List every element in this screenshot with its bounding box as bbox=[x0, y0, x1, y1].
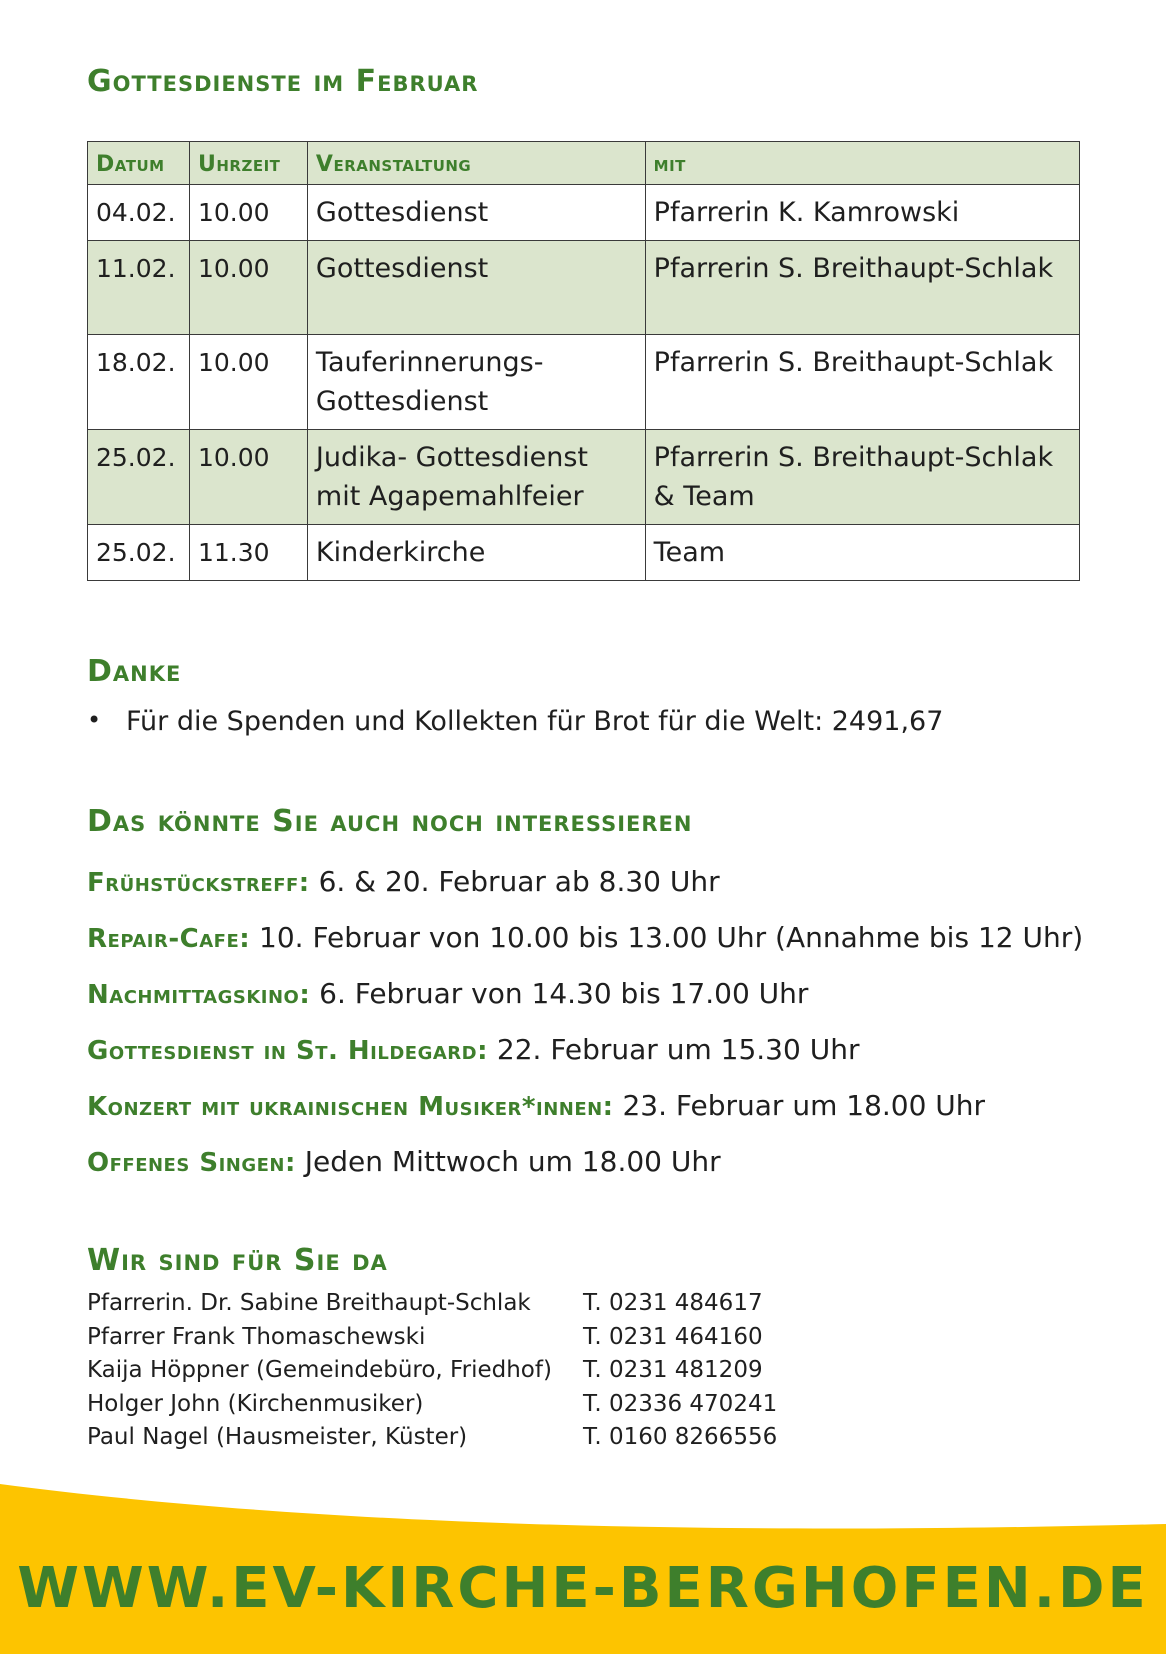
cell-event bbox=[307, 430, 645, 525]
contact-name: Pfarrerin. Dr. Sabine Breithaupt-Schlak bbox=[87, 1290, 531, 1316]
event-item bbox=[87, 918, 1087, 974]
column-header-time: Uhrzeit bbox=[189, 142, 307, 185]
event-label: Offenes Singen: bbox=[87, 1148, 296, 1178]
column-header-with: mit bbox=[645, 142, 1079, 185]
cell-with-line: Pfarrerin S. Breithaupt-Schlak bbox=[653, 347, 1054, 378]
cell-time: 10.00 bbox=[189, 335, 307, 430]
cell-event-line: Gottesdienst bbox=[315, 197, 489, 228]
cell-with-line: Pfarrerin S. Breithaupt-Schlak bbox=[653, 253, 1054, 284]
cell-time: 10.00 bbox=[189, 241, 307, 335]
contact-heading: Wir sind für Sie da bbox=[87, 1243, 388, 1278]
table-header-row bbox=[88, 142, 1080, 185]
cell-date: 25.02. bbox=[88, 525, 190, 581]
column-header-event: Veranstaltung bbox=[307, 142, 645, 185]
cell-with bbox=[645, 525, 1079, 581]
contact-name: Holger John (Kirchenmusiker) bbox=[87, 1390, 424, 1417]
event-label: Konzert mit ukrainischen Musiker*innen: bbox=[87, 1092, 614, 1122]
list-item bbox=[87, 706, 943, 737]
cell-time: 11.30 bbox=[189, 525, 307, 581]
table-row bbox=[88, 525, 1080, 581]
event-text: 23. Februar um 18.00 Uhr bbox=[613, 1089, 986, 1122]
events-list bbox=[87, 862, 1087, 1198]
contact-phone: T. 0160 8266556 bbox=[583, 1424, 778, 1450]
interest-heading: Das könnte Sie auch noch interessieren bbox=[87, 804, 693, 839]
cell-event bbox=[307, 525, 645, 581]
thanks-item-text: Für die Spenden und Kollekten für Brot für die Welt: 2491,67 bbox=[126, 706, 944, 737]
contact-phone: T. 0231 464160 bbox=[583, 1323, 763, 1350]
event-text: 6. & 20. Februar ab 8.30 Uhr bbox=[309, 865, 720, 898]
event-item bbox=[87, 1086, 1087, 1142]
contact-name: Paul Nagel (Hausmeister, Küster) bbox=[87, 1424, 468, 1450]
table-row bbox=[88, 185, 1080, 241]
cell-event-line: Tauferinnerungs- bbox=[315, 347, 544, 378]
cell-with-line: Pfarrerin S. Breithaupt-Schlak bbox=[653, 442, 1054, 473]
event-item bbox=[87, 1142, 1087, 1198]
event-label: Nachmittagskino: bbox=[87, 980, 311, 1010]
event-text: Jeden Mittwoch um 18.00 Uhr bbox=[295, 1145, 721, 1178]
contact-name: Kaija Höppner (Gemeindebüro, Friedhof) bbox=[87, 1357, 552, 1383]
services-table bbox=[87, 141, 1080, 581]
cell-event-line: Kinderkirche bbox=[315, 537, 486, 568]
table-row bbox=[88, 335, 1080, 430]
contact-phone: T. 0231 481209 bbox=[583, 1357, 763, 1383]
column-header-date: Datum bbox=[88, 142, 190, 185]
event-item bbox=[87, 1030, 1087, 1086]
cell-with bbox=[645, 185, 1079, 241]
cell-with-line: Team bbox=[653, 537, 726, 568]
event-text: 10. Februar von 10.00 bis 13.00 Uhr (Annahme bis 12 Uhr) bbox=[250, 921, 1084, 954]
thanks-heading: Danke bbox=[87, 654, 182, 689]
contact-phone: T. 02336 470241 bbox=[583, 1390, 778, 1417]
event-label: Repair-Cafe: bbox=[87, 924, 251, 954]
contact-phone: T. 0231 484617 bbox=[583, 1290, 763, 1316]
cell-with-line-2: & Team bbox=[653, 481, 755, 512]
cell-with bbox=[645, 241, 1079, 335]
cell-date: 04.02. bbox=[88, 185, 190, 241]
cell-event-line: Gottesdienst bbox=[315, 253, 489, 284]
cell-event bbox=[307, 335, 645, 430]
table-row bbox=[88, 241, 1080, 335]
cell-time: 10.00 bbox=[189, 185, 307, 241]
table-row bbox=[88, 430, 1080, 525]
cell-with bbox=[645, 335, 1079, 430]
event-label: Frühstückstreff: bbox=[87, 868, 310, 898]
event-label: Gottesdienst in St. Hildegard: bbox=[87, 1036, 488, 1066]
cell-date: 18.02. bbox=[88, 335, 190, 430]
cell-with-line: Pfarrerin K. Kamrowski bbox=[653, 197, 960, 228]
cell-event-line-2: Gottesdienst bbox=[315, 386, 489, 417]
cell-event-line: Judika- Gottesdienst bbox=[315, 442, 588, 473]
event-text: 22. Februar um 15.30 Uhr bbox=[487, 1033, 860, 1066]
bullet-icon: • bbox=[87, 706, 102, 734]
cell-time: 10.00 bbox=[189, 430, 307, 525]
services-heading: Gottesdienste im Februar bbox=[87, 64, 479, 99]
cell-event bbox=[307, 185, 645, 241]
thanks-list bbox=[87, 706, 943, 737]
event-item bbox=[87, 974, 1087, 1030]
cell-event-line-2: mit Agapemahlfeier bbox=[315, 481, 584, 512]
cell-date: 25.02. bbox=[88, 430, 190, 525]
contact-name: Pfarrer Frank Thomaschewski bbox=[87, 1323, 426, 1350]
cell-with bbox=[645, 430, 1079, 525]
event-item bbox=[87, 862, 1087, 918]
website-link[interactable]: WWW.EV-KIRCHE-BERGHOFEN.DE bbox=[17, 1556, 1149, 1621]
cell-event bbox=[307, 241, 645, 335]
event-text: 6. Februar von 14.30 bis 17.00 Uhr bbox=[310, 977, 809, 1010]
cell-date: 11.02. bbox=[88, 241, 190, 335]
